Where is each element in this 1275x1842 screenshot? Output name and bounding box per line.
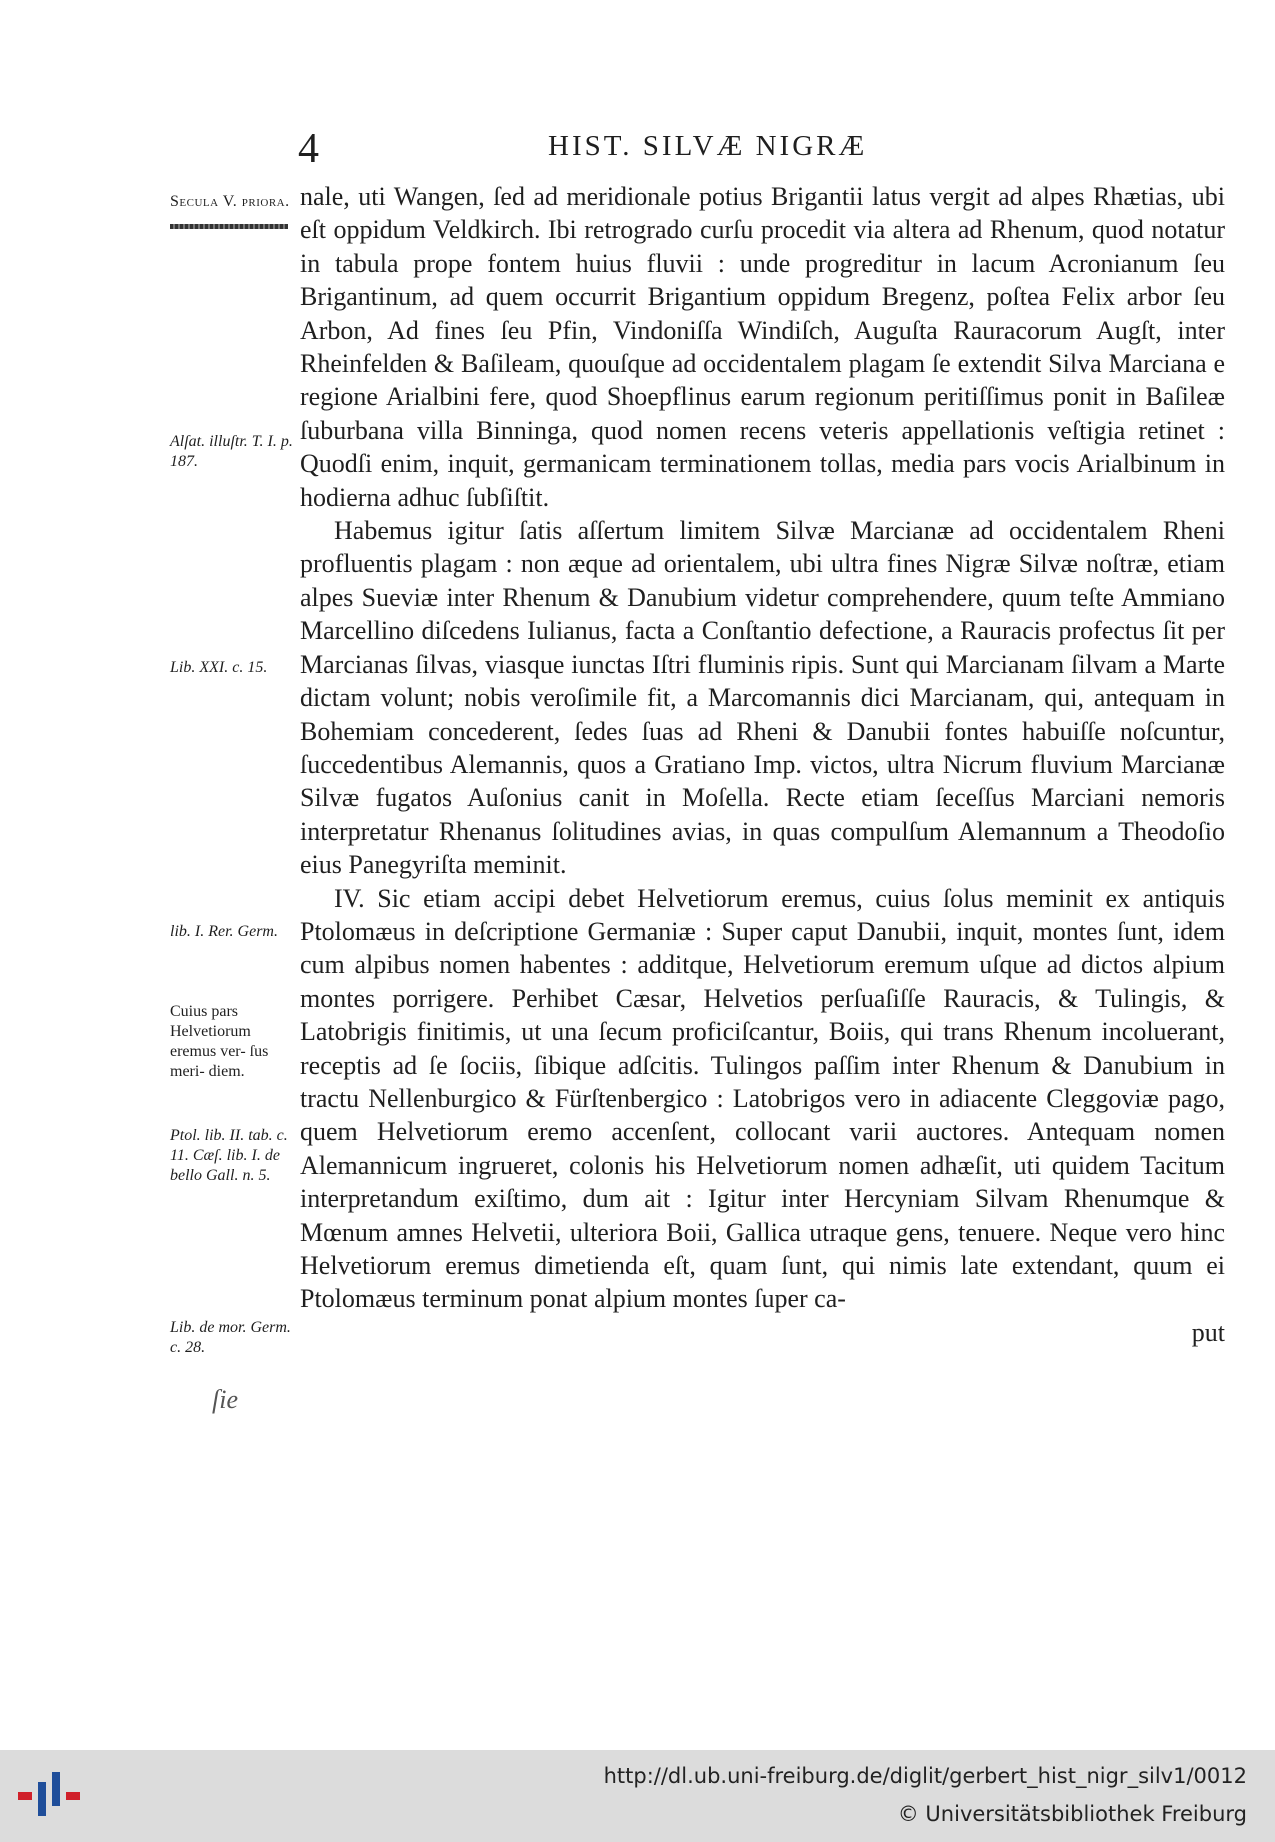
ink-mark: ſie	[212, 1385, 238, 1414]
main-text	[300, 180, 1225, 1349]
margin-note-lib-xxi: Lib. XXI. c. 15.	[170, 659, 268, 676]
page-number: 4	[298, 126, 319, 172]
margin-note-lib-i-rer: lib. I. Rer. Germ.	[170, 923, 278, 940]
paragraph-3: IV. Sic etiam accipi debet Helvetiorum eremus, cuius ſolus meminit ex antiquis Ptolomæus in deſcriptione Germaniæ : Super caput Danubii, inquit, montes ſunt, idem cum alpibus nomen habentes : additque, Helvetiorum eremum uſque ad dictos alpium montes porrigere. Perhibet Cæsar, Helvetios perſuaſiſſe Rauracis, & Tulingis, & Latobrigis finitimis, ut una ſecum proficiſcantur, Boiis, qui trans Rhenum incoluerant, receptis ad ſe ſociis, ſibique adſcitis. Tulingos paſſim inter Rhenum & Danubium in tractu Nellenburgico & Fürſtenbergico : Latobrigos vero in adiacente Cleggoviæ pago, quem Helvetiorum eremo accenſent, collocant varii auctores. Antequam nomen Alemannicum ingrueret, colonis his Helvetiorum nomen adhæſit, uti quidem Tacitum interpretandum exiſtimo, dum ait : Igitur inter Hercyniam Silvam Rhenumque & Mœnum amnes Helvetii, ulteriora Boii, Gallica utraque gens, tenuere. Neque vero hinc Helvetiorum eremus dimetienda eſt, quam ſunt, qui nimis late extendant, quum ei Ptolomæus terminum ponat alpium montes ſuper ca-	[300, 883, 1225, 1314]
page-url-link[interactable]: http://dl.ub.uni-freiburg.de/diglit/gerbert_hist_nigr_silv1/0012	[603, 1764, 1247, 1788]
margin-note-lib-de-mor: Lib. de mor. Germ. c. 28.	[170, 1319, 291, 1356]
margin-note-ptol: Ptol. lib. II. tab. c. 11. Cæſ. lib. I. de bello Gall. n. 5.	[170, 1127, 288, 1184]
copyright-text: © Universitätsbibliothek Freiburg	[897, 1802, 1247, 1826]
ub-freiburg-logo-icon[interactable]	[18, 1770, 80, 1822]
ornament-rule	[170, 224, 288, 229]
margin-note-alsat: Alſat. illuſtr. T. I. p. 187.	[170, 433, 293, 470]
viewer-footer	[0, 1750, 1275, 1842]
margin-note-cuius-pars: Cuius pars Helvetiorum eremus ver- ſus meri- diem.	[170, 1003, 269, 1080]
margin-note-secula: Secula V. priora.	[170, 192, 298, 229]
paragraph-1: nale, uti Wangen, ſed ad meridionale potius Brigantii latus vergit ad alpes Rhætias, ubi eſt oppidum Veldkirch. Ibi retrogrado curſu procedit via altera ad Rhenum, quod notatur in tabula prope fontem huius fluvii : unde progreditur in lacum Acronianum ſeu Brigantinum, ad quem occurrit Brigantium oppidum Bregenz, poſtea Felix arbor ſeu Arbon, Ad fines ſeu Pfin, Vindoniſſa Windiſch, Auguſta Rauracorum Augſt, inter Rheinfelden & Baſileam, quouſque ad occidentalem plagam ſe extendit Silva Marciana e regione Arialbini fere, quod Shoepflinus earum regionum peritiſſimus ponit in Baſileæ ſuburbana villa Binninga, quod nomen recens veteris appellationis veſtigia retinet : Quodſi enim, inquit, germanicam terminationem tollas, media pars vocis Arialbinum in hodierna adhuc ſubſiſtit.	[300, 182, 1225, 512]
catchword: put	[1191, 1317, 1225, 1347]
paragraph-2: Habemus igitur ſatis aſſertum limitem Silvæ Marcianæ ad occidentalem Rheni profluentis plagam : non æque ad orientalem, ubi ultra fines Nigræ Silvæ noſtræ, etiam alpes Sueviæ inter Rhenum & Danubium videtur comprehendere, quum teſte Ammiano Marcellino diſcedens Iulianus, facta a Conſtantio defectione, a Rauracis profectus ſit per Marcianas ſilvas, viasque iunctas Iſtri fluminis ripis. Sunt qui Marcianam ſilvam a Marte dictam volunt; nobis veroſimile fit, a Marcomannis dici Marcianam, qui, antequam in Bohemiam concederent, ſedes ſuas ad Rheni & Danubii fontes habuiſſe noſcuntur, ſuccedentibus Alemannis, quos a Gratiano Imp. victos, ultra Nicrum fluvium Marcianæ Silvæ fugatos Auſonius canit in Moſella. Recte etiam ſeceſſus Marciani nemoris interpretatur Rhenanus ſolitudines avias, in quas compulſum Alemannum a Theodoſio eius Panegyriſta meminit.	[300, 516, 1225, 880]
running-head: HIST. SILVÆ NIGRÆ	[548, 130, 868, 162]
